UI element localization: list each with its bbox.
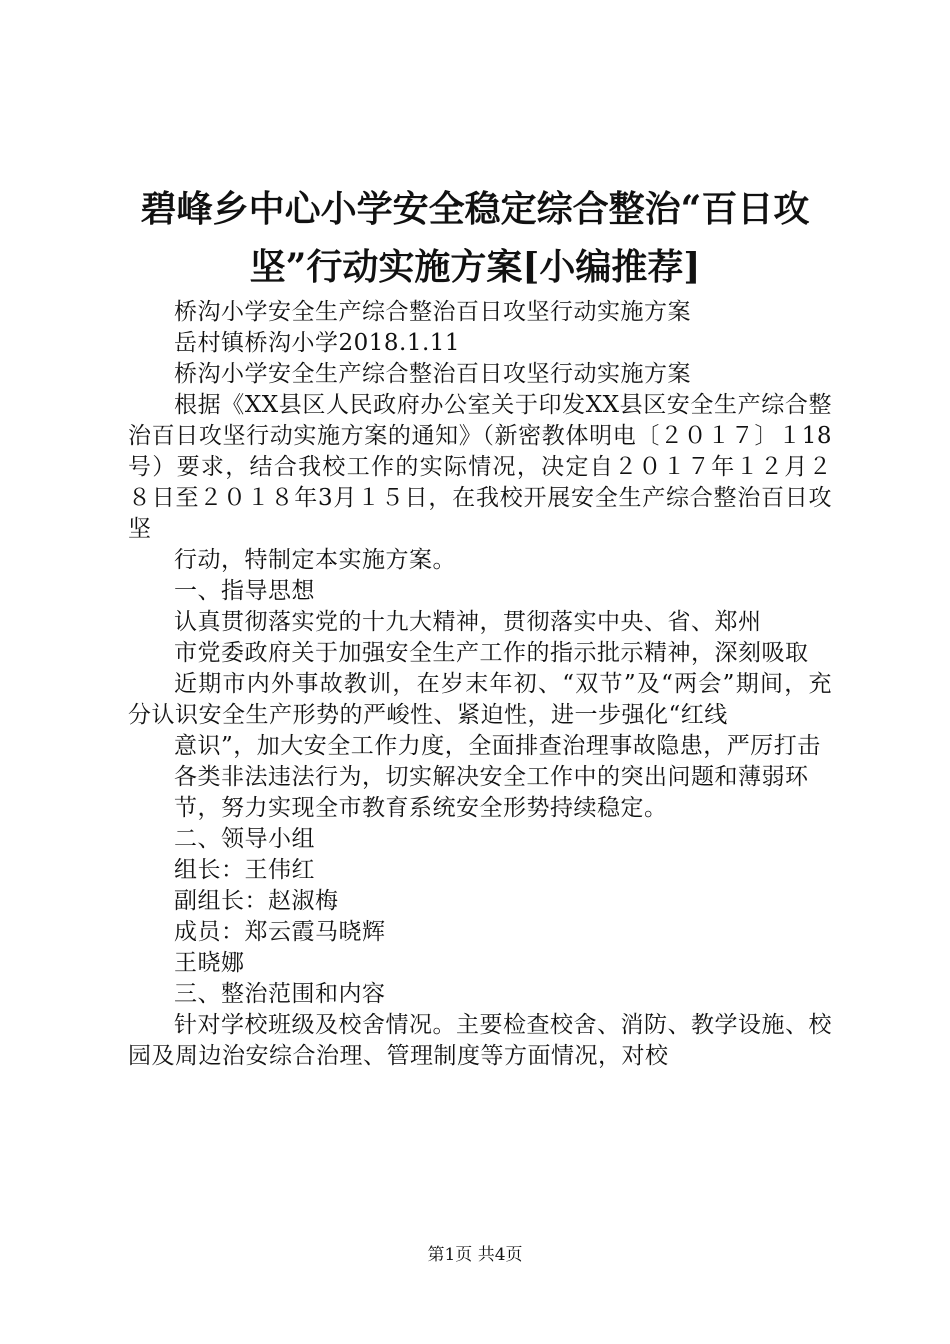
document-body [128, 297, 832, 1072]
paragraph: 近期市内外事故教训，在岁末年初、“双节”及“两会”期间，充分认识安全生产形势的严峻性、紧迫性，进一步强化“红线 [128, 671, 832, 728]
paragraph: 行动，特制定本实施方案。 [174, 547, 456, 573]
paragraph: 根据《XX县区人民政府办公室关于印发XX县区安全生产综合整治百日攻坚行动实施方案的通知》（新密教体明电〔２０１７〕１18号）要求，结合我校工作的实际情况，决定自２０１７年１２月２８日至２０１８年3月１５日，在我校开展安全生产综合整治百日攻坚 [128, 392, 832, 542]
paragraph: 桥沟小学安全生产综合整治百日攻坚行动实施方案 [174, 361, 691, 387]
section-heading: 二、领导小组 [174, 826, 315, 852]
section-heading: 三、整治范围和内容 [174, 981, 386, 1007]
paragraph: 成员：郑云霞马晓辉 [174, 919, 386, 945]
paragraph: 认真贯彻落实党的十九大精神，贯彻落实中央、省、郑州 [174, 609, 762, 635]
title-line-1: 碧峰乡中心小学安全稳定综合整治“百日攻 [140, 188, 810, 230]
section-heading: 一、指导思想 [174, 578, 315, 604]
paragraph: 岳村镇桥沟小学2018.1.11 [174, 330, 461, 356]
title-line-2: 坚”行动实施方案[小编推荐] [249, 246, 701, 288]
paragraph: 节，努力实现全市教育系统安全形势持续稳定。 [174, 795, 668, 821]
page-number-footer: 第1页 共4页 [427, 1245, 523, 1265]
paragraph: 王晓娜 [174, 950, 245, 976]
paragraph: 副组长：赵淑梅 [174, 888, 339, 914]
paragraph: 针对学校班级及校舍情况。主要检查校舍、消防、教学设施、校园及周边治安综合治理、管理制度等方面情况，对校 [128, 1012, 832, 1069]
document-title [100, 180, 850, 296]
paragraph: 市党委政府关于加强安全生产工作的指示批示精神，深刻吸取 [174, 640, 809, 666]
paragraph: 桥沟小学安全生产综合整治百日攻坚行动实施方案 [174, 299, 691, 325]
paragraph: 各类非法违法行为，切实解决安全工作中的突出问题和薄弱环 [174, 764, 809, 790]
paragraph: 意识”，加大安全工作力度，全面排查治理事故隐患，严厉打击 [174, 733, 821, 759]
paragraph: 组长：王伟红 [174, 857, 315, 883]
